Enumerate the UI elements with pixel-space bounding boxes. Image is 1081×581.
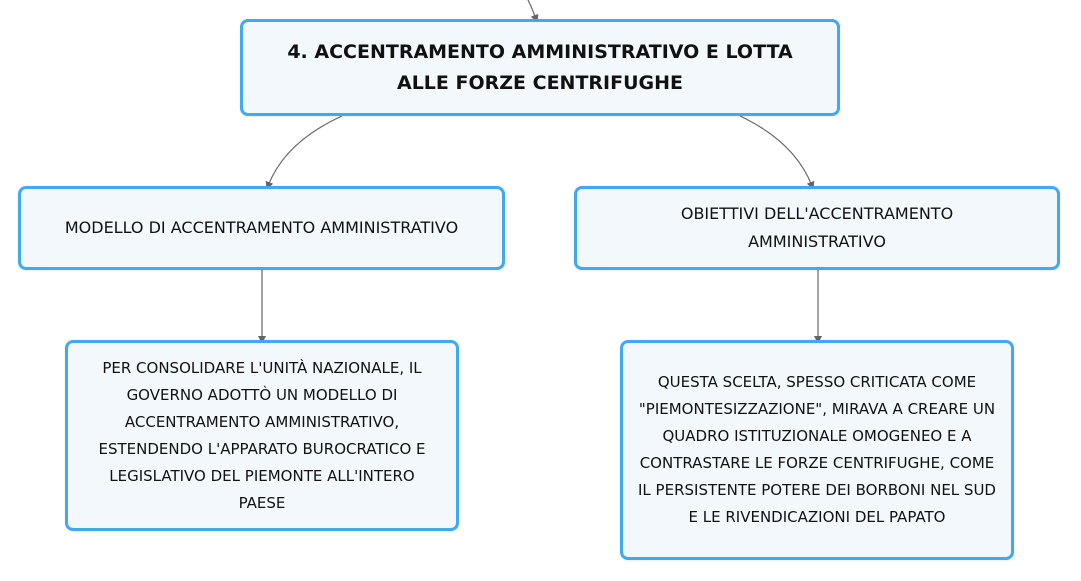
- left-detail-text: PER CONSOLIDARE L'UNITÀ NAZIONALE, IL GOVERNO ADOTTÒ UN MODELLO DI ACCENTRAMENTO AMMINISTRATIVO, ESTENDENDO L'APPARATO BUROCRATICO E LEGISLATIVO DEL PIEMONTE ALL'INTERO PAESE: [98, 358, 426, 512]
- left-topic-label: MODELLO DI ACCENTRAMENTO AMMINISTRATIVO: [64, 218, 459, 237]
- connector-parent-to-root: [528, 0, 536, 19]
- left-detail-node[interactable]: [65, 340, 459, 531]
- right-detail-text: QUESTA SCELTA, SPESSO CRITICATA COME "PIEMONTESIZZAZIONE", MIRAVA A CREARE UN QUADRO ISTITUZIONALE OMOGENEO E A CONTRASTARE LE FORZE CENTRIFUGHE, COME IL PERSISTENTE POTERE DEI BORBONI NEL SUD E LE RIVENDICAZIONI DEL PAPATO: [638, 373, 996, 526]
- connector-root-to-right-topic: [740, 116, 812, 186]
- connector-root-to-left-topic: [268, 116, 342, 186]
- right-topic-label: OBIETTIVI DELL'ACCENTRAMENTO AMMINISTRATIVO: [680, 204, 954, 251]
- right-detail-node[interactable]: [620, 340, 1014, 560]
- right-topic-node[interactable]: [574, 186, 1060, 270]
- left-topic-node[interactable]: [18, 186, 505, 270]
- root-node[interactable]: [240, 19, 840, 116]
- root-node-label: 4. ACCENTRAMENTO AMMINISTRATIVO E LOTTA ALLE FORZE CENTRIFUGHE: [287, 40, 793, 94]
